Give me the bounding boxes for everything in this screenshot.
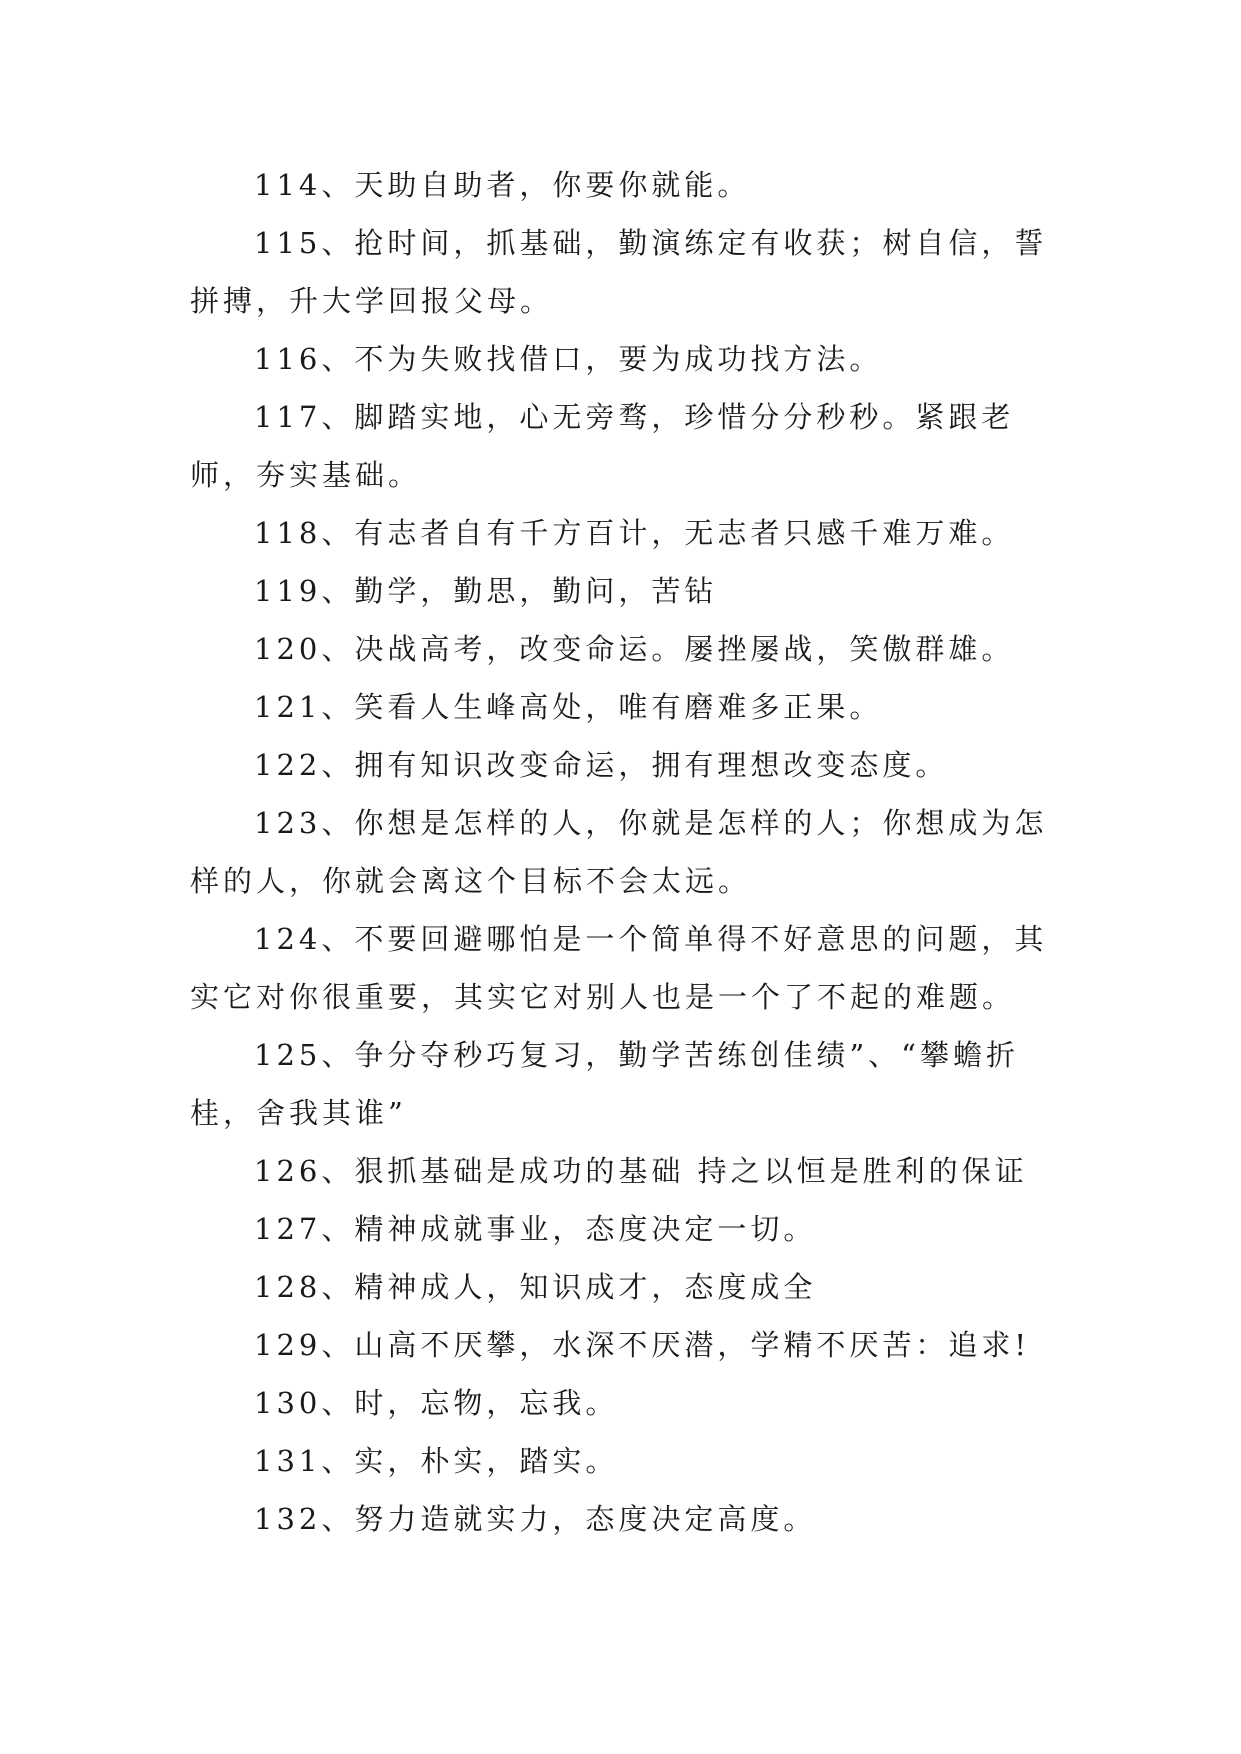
paragraph-115: 115、抢时间，抓基础，勤演练定有收获；树自信，誓拼搏，升大学回报父母。 xyxy=(190,226,1048,318)
paragraph-128: 128、精神成人，知识成才，态度成全 xyxy=(254,1270,817,1304)
paragraph-131: 131、实，朴实，踏实。 xyxy=(254,1444,619,1478)
paragraph-121: 121、笑看人生峰高处，唯有磨难多正果。 xyxy=(254,690,883,724)
paragraph-114: 114、天助自助者，你要你就能。 xyxy=(254,168,751,202)
paragraph-124: 124、不要回避哪怕是一个简单得不好意思的问题，其实它对你很重要，其实它对别人也是一个了不起的难题。 xyxy=(190,922,1048,1014)
paragraph-122: 122、拥有知识改变命运，拥有理想改变态度。 xyxy=(254,748,949,782)
paragraph-129: 129、山高不厌攀，水深不厌潜，学精不厌苦：追求! xyxy=(254,1328,1031,1362)
document-body xyxy=(190,156,1062,1548)
paragraph-130: 130、时，忘物，忘我。 xyxy=(254,1386,619,1420)
paragraph-120: 120、决战高考，改变命运。屡挫屡战，笑傲群雄。 xyxy=(254,632,1015,666)
paragraph-119: 119、勤学，勤思，勤问，苦钻 xyxy=(254,574,718,608)
paragraph-123: 123、你想是怎样的人，你就是怎样的人；你想成为怎样的人，你就会离这个目标不会太远。 xyxy=(190,806,1048,898)
paragraph-127: 127、精神成就事业，态度决定一切。 xyxy=(254,1212,817,1246)
paragraph-118: 118、有志者自有千方百计，无志者只感千难万难。 xyxy=(254,516,1015,550)
paragraph-117: 117、脚踏实地，心无旁骛，珍惜分分秒秒。紧跟老师，夯实基础。 xyxy=(190,400,1015,492)
paragraph-116: 116、不为失败找借口，要为成功找方法。 xyxy=(254,342,883,376)
paragraph-125: 125、争分夺秒巧复习，勤学苦练创佳绩”、“攀蟾折桂，舍我其谁” xyxy=(190,1038,1020,1130)
paragraph-132: 132、努力造就实力，态度决定高度。 xyxy=(254,1502,817,1536)
paragraph-126: 126、狠抓基础是成功的基础 持之以恒是胜利的保证 xyxy=(254,1154,1028,1188)
